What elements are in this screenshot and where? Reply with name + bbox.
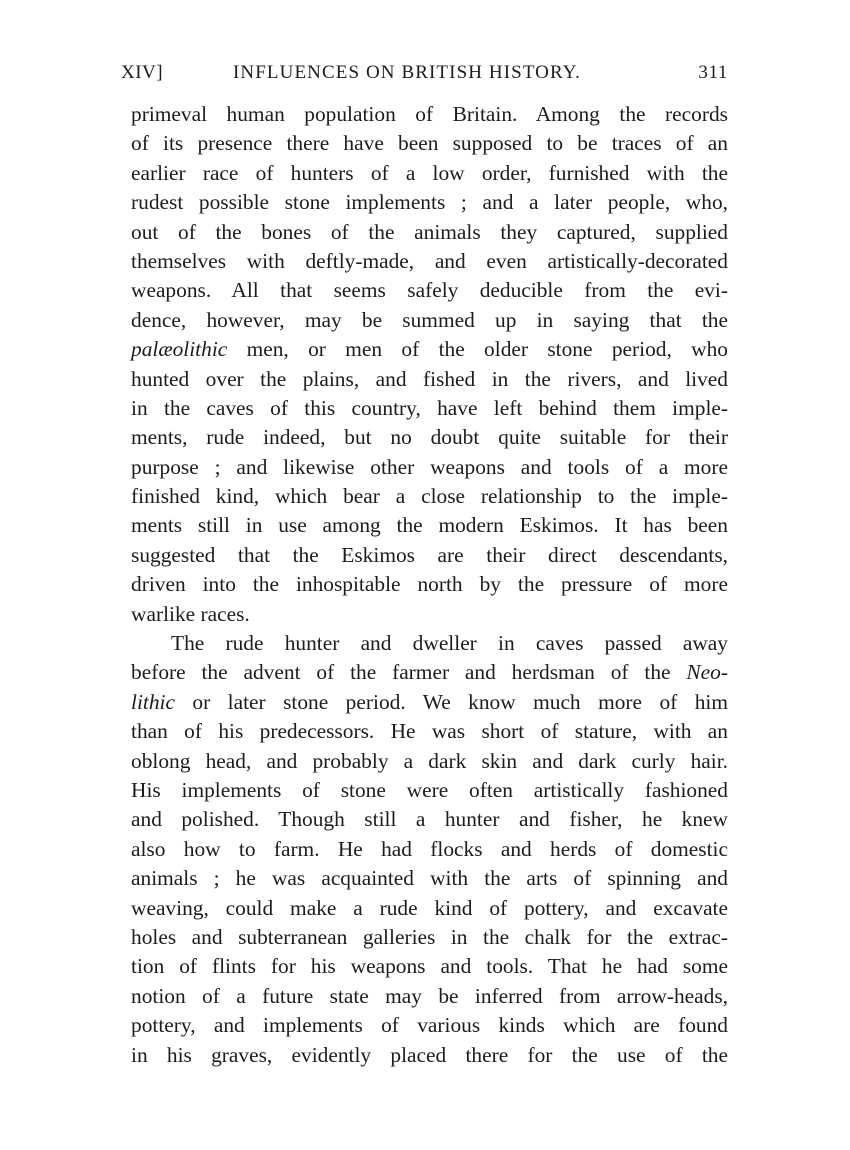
text-segment: in his graves, evidently placed there for the use of the [131,1042,728,1067]
text-line [131,923,728,952]
text-line [131,600,728,629]
text-line [131,629,728,658]
text-segment: oblong head, and probably a dark skin and dark curly hair. [131,748,728,773]
text-line [131,100,728,129]
paragraph [131,100,728,629]
text-line [131,894,728,923]
text-segment: holes and subterranean galleries in the chalk for the extrac- [131,924,728,949]
text-line [131,864,728,893]
text-segment: His implements of stone were often artistically fashioned [131,777,728,802]
text-line [131,276,728,305]
running-title: INFLUENCES ON BRITISH HISTORY. [233,62,581,83]
text-line [131,453,728,482]
text-line [131,952,728,981]
text-line [131,805,728,834]
text-segment: weaving, could make a rude kind of pottery, and excavate [131,895,728,920]
text-line [131,1041,728,1070]
text-segment: hunted over the plains, and fished in the rivers, and lived [131,366,728,391]
text-line [131,394,728,423]
text-line [131,747,728,776]
text-line [131,423,728,452]
text-line [131,982,728,1011]
text-segment: themselves with deftly-made, and even artistically-decorated [131,248,728,273]
text-line [131,365,728,394]
text-line [131,835,728,864]
text-segment: suggested that the Eskimos are their direct descendants, [131,542,728,567]
text-line [131,247,728,276]
text-line [131,658,728,687]
text-line [131,1011,728,1040]
body-text [131,100,728,1070]
text-line [131,776,728,805]
text-segment: animals ; he was acquainted with the arts of spinning and [131,866,728,891]
text-segment: tion of flints for his weapons and tools. That he had some [131,954,728,979]
text-segment: ments still in use among the modern Eskimos. It has been [131,513,728,538]
text-segment: also how to farm. He had flocks and herds of domestic [131,836,728,861]
text-segment: of its presence there have been supposed to be traces of an [131,131,728,156]
text-line [131,159,728,188]
text-segment: weapons. All that seems safely deducible from the evi- [131,278,728,303]
text-segment: or later stone period. We know much more of him [174,689,728,714]
text-line [131,188,728,217]
text-segment: earlier race of hunters of a low order, furnished with the [131,160,728,185]
text-segment: The rude hunter and dweller in caves passed away [171,631,728,656]
page-number: 311 [698,62,728,83]
text-segment: warlike races. [131,601,250,626]
text-line [131,218,728,247]
chapter-number: XIV] [121,62,164,83]
paragraph [131,629,728,1070]
text-segment: notion of a future state may be inferred from arrow-heads, [131,983,728,1008]
text-segment: before the advent of the farmer and herdsman of the [131,660,687,685]
text-line [131,129,728,158]
italic-term: lithic [131,689,175,714]
text-line [131,541,728,570]
text-line [131,306,728,335]
text-segment: and polished. Though still a hunter and fisher, he knew [131,807,728,832]
text-segment: in the caves of this country, have left behind them imple- [131,395,728,420]
text-segment: primeval human population of Britain. Among the records [131,102,728,126]
text-segment: finished kind, which bear a close relationship to the imple- [131,484,728,509]
book-page [121,58,728,1070]
text-segment: rudest possible stone implements ; and a later people, who, [131,190,728,215]
running-head [121,58,728,92]
text-line [131,335,728,364]
text-line [131,717,728,746]
text-segment: dence, however, may be summed up in saying that the [131,307,728,332]
text-segment: than of his predecessors. He was short of stature, with an [131,719,728,744]
text-segment: ments, rude indeed, but no doubt quite suitable for their [131,425,728,450]
text-segment: purpose ; and likewise other weapons and tools of a more [131,454,728,479]
text-line [131,570,728,599]
text-segment: men, or men of the older stone period, who [227,337,728,362]
text-line [131,482,728,511]
text-segment: out of the bones of the animals they captured, supplied [131,219,728,244]
italic-term: Neo- [686,660,728,685]
text-segment: driven into the inhospitable north by the pressure of more [131,572,728,597]
italic-term: palæolithic [131,337,228,362]
text-line [131,688,728,717]
text-segment: pottery, and implements of various kinds which are found [131,1013,728,1038]
text-line [131,511,728,540]
